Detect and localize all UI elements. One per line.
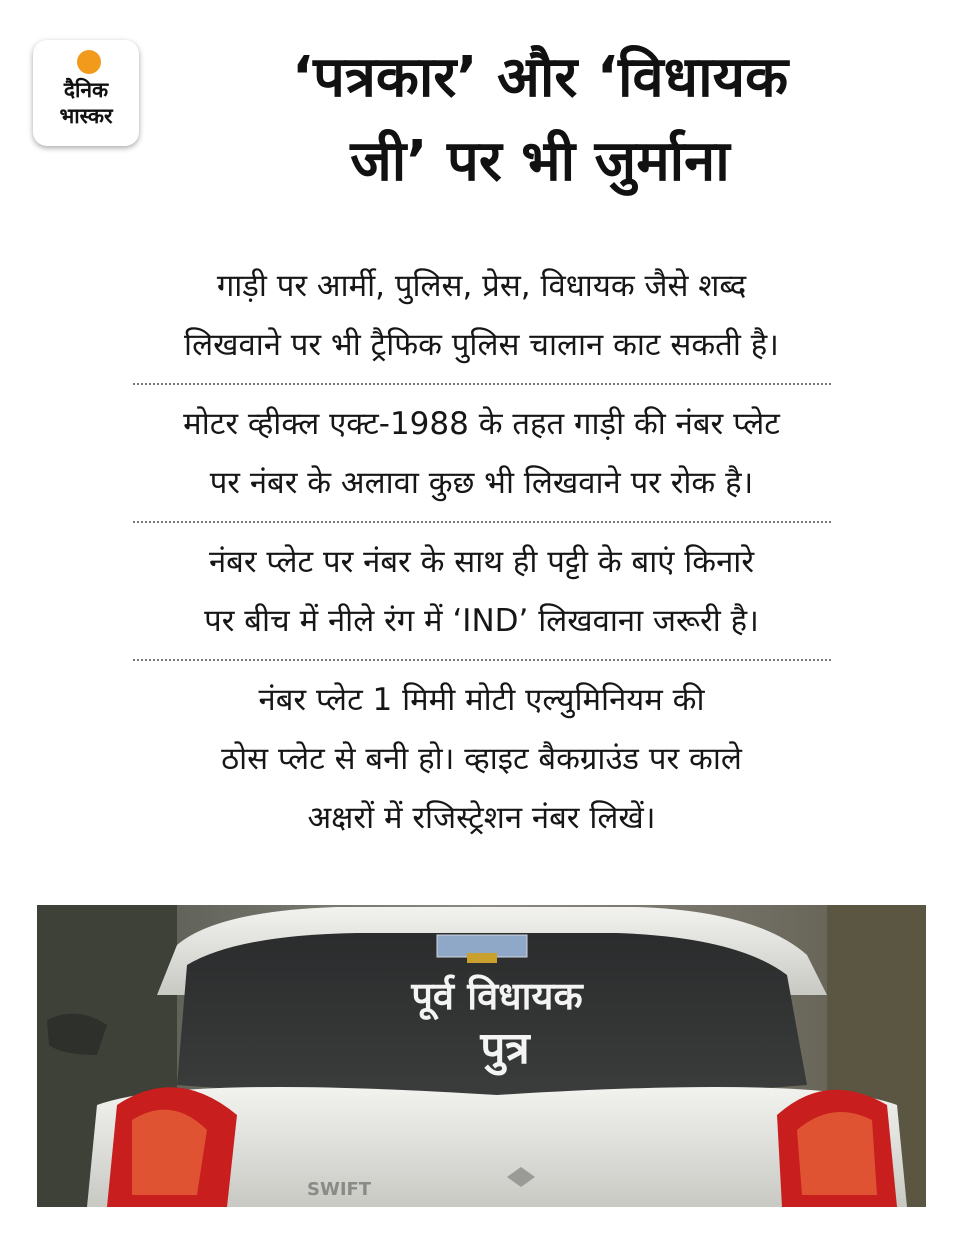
info-point-army-police bbox=[60, 257, 903, 375]
point-4-line3: अक्षरों में रजिस्ट्रेशन नंबर लिखें। bbox=[307, 800, 656, 836]
info-point-aluminium-plate bbox=[60, 671, 903, 848]
info-point-ind-strip bbox=[60, 533, 903, 651]
headline-line1: ‘पत्रकार’ और ‘विधायक bbox=[291, 45, 789, 110]
headline-line2: जी’ पर भी जुर्माना bbox=[350, 129, 730, 194]
dainik-bhaskar-logo bbox=[33, 40, 139, 146]
point-1-line1: गाड़ी पर आर्मी, पुलिस, प्रेस, विधायक जैसे शब्द bbox=[216, 268, 747, 304]
logo-text-line1: दैनिक bbox=[63, 78, 109, 102]
point-2-line2: पर नंबर के अलावा कुछ भी लिखवाने पर रोक है। bbox=[209, 465, 754, 501]
dotted-divider bbox=[133, 383, 831, 385]
car-rear-photo bbox=[37, 905, 926, 1207]
dotted-divider bbox=[133, 521, 831, 523]
point-4-line1: नंबर प्लेट 1 मिमी मोटी एल्युमिनियम की bbox=[258, 682, 705, 718]
swift-badge: SWIFT bbox=[307, 1179, 372, 1200]
point-1-line2: लिखवाने पर भी ट्रैफिक पुलिस चालान काट सकती है। bbox=[184, 327, 779, 363]
windshield-text-line2: पुत्र bbox=[480, 1023, 530, 1074]
info-point-motor-vehicle-act bbox=[60, 395, 903, 513]
sun-icon bbox=[77, 50, 101, 74]
point-3-line2: पर बीच में नीले रंग में ‘IND’ लिखवाना जरूरी है। bbox=[204, 603, 759, 639]
dotted-divider bbox=[133, 659, 831, 661]
info-points bbox=[60, 257, 903, 848]
headline bbox=[150, 36, 930, 204]
point-3-line1: नंबर प्लेट पर नंबर के साथ ही पट्टी के बाएं किनारे bbox=[208, 544, 755, 580]
point-2-line1: मोटर व्हीक्ल एक्ट-1988 के तहत गाड़ी की नंबर प्लेट bbox=[183, 406, 780, 442]
point-4-line2: ठोस प्लेट से बनी हो। व्हाइट बैकग्राउंड पर काले bbox=[221, 741, 742, 777]
windshield-text-line1: पूर्व विधायक bbox=[411, 974, 583, 1018]
logo-text-line2: भास्कर bbox=[59, 104, 113, 128]
